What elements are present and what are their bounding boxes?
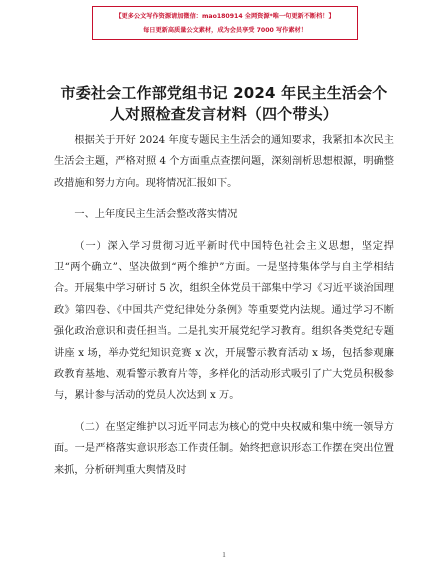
promo-banner [92,6,358,40]
document-title-line2: 人对照检查发言材料（四个带头） [109,105,338,123]
promo-banner-line2: 每日更新高质量公文素材，成为会员享受 7000 写作素材！ [143,27,307,34]
body-paragraph: （二）在坚定维护以习近平同志为核心的党中央权威和集中统一领导方面。一是严格落实意识形态工作责任制。始终把意识形态工作摆在突出位置来抓，分析研判重大舆情及时 [54,421,394,476]
body-paragraph: （一）深入学习贯彻习近平新时代中国特色社会主义思想，坚定捍卫“两个确立”、坚决做到“两个维护”方面。一是坚持集体学与自主学相结合。开展集中学习研讨 5 次，组织全体党员干部集中学习《习近平谈治国理政》第四卷、《中国共产党纪律处分条例》等重要党内法规。通过学习不断强化政治意识和责任担当。二是扎实开展党纪学习教育。组织各类党纪专题讲座 x 场，举办党纪知识竞赛 x 次，开展警示教育活动 x 场，包括参观廉政教育基地、观看警示教育片等，多样化的活动形式吸引了广大党员积极参与，累计参与活动的党员人次达到 x 万。 [54,240,394,402]
promo-banner-line1: 【更多公文写作资源请加微信：mao180914 全网资源*唯一句更新不断档！】 [115,13,335,20]
document-body [54,130,394,481]
page-number: 1 [222,551,226,559]
document-title [54,83,394,125]
section-heading: 一、上年度民主生活会整改落实情况 [74,209,238,221]
intro-paragraph: 根据关于开好 2024 年度专题民主生活会的通知要求，我紧扣本次民主生活会主题，严格对照 4 个方面重点查摆问题，深刻剖析思想根源，明确整改措施和努力方向。现将情况汇报如下。 [54,135,394,189]
document-title-line1: 市委社会工作部党组书记 2024 年民主生活会个 [60,84,388,102]
